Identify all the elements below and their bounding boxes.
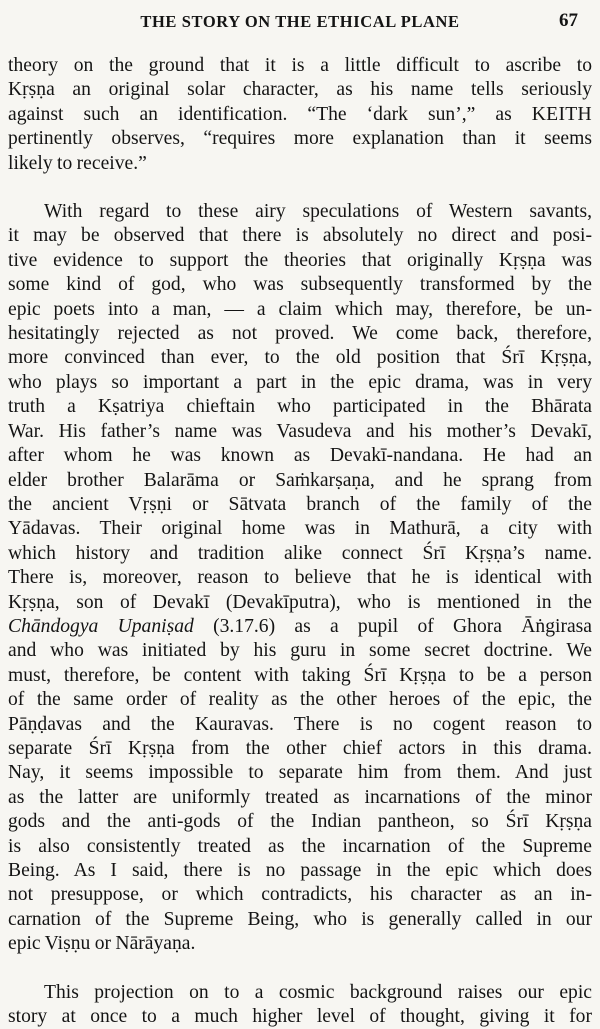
text-line: some kind of god, who was subsequently transformed by the — [8, 274, 592, 296]
text-line: more convinced than ever, to the old position that Śrī Kṛṣṇa, — [8, 347, 592, 369]
paragraph-2 — [8, 200, 592, 957]
page-header — [8, 6, 592, 40]
text-line: With regard to these airy speculations of Western savants, — [44, 201, 592, 223]
paragraph-gap — [8, 176, 592, 200]
text-line: not presuppose, or which contradicts, his character as an in- — [8, 884, 592, 906]
paragraph-3 — [8, 981, 592, 1029]
text-line: story at once to a much higher level of thought, giving it for — [8, 1006, 592, 1028]
text-line: Kṛṣṇa an original solar character, as his name tells seriously — [8, 79, 592, 101]
text-line: which history and tradition alike connect Śrī Kṛṣṇa’s name. — [8, 542, 592, 564]
body-text — [8, 54, 592, 1029]
text-line: truth a Kṣatriya chieftain who participated in the Bhārata — [8, 396, 592, 418]
text-line: the ancient Vṛṣṇi or Sātvata branch of the family of the — [8, 493, 592, 515]
text-line: Pāṇḍavas and the Kauravas. There is no cogent reason to — [8, 713, 592, 735]
text-line: War. His father’s name was Vasudeva and his mother’s Devakī, — [8, 420, 592, 442]
text-line: Yādavas. Their original home was in Mathurā, a city with — [8, 518, 592, 540]
text-line: Being. As I said, there is no passage in the epic which does — [8, 860, 592, 881]
text-line: against such an identification. “The ‘dark sun’,” as KEITH — [8, 103, 592, 125]
text-line: hesitatingly rejected as not proved. We come back, therefore, — [8, 323, 592, 345]
text-line: This projection on to a cosmic background raises our epic — [44, 981, 592, 1003]
text-line: theory on the ground that it is a little difficult to ascribe to — [8, 55, 592, 76]
text-line: who plays so important a part in the epic drama, was in very — [8, 371, 592, 393]
text-line: epic Viṣṇu or Nārāyaṇa. — [8, 933, 196, 955]
text-line: Nay, it seems impossible to separate him from them. And just — [8, 762, 592, 784]
work-title: Chāndogya Upaniṣad — [8, 615, 194, 637]
paragraph-gap — [8, 957, 592, 981]
text-line: epic poets into a man, — a claim which may, therefore, be un- — [8, 298, 592, 320]
text-line: of the same order of reality as the other heroes of the epic, the — [8, 689, 592, 711]
text-line: likely to receive.” — [8, 152, 147, 174]
text-line: after whom he was known as Devakī-nandana. He had an — [8, 445, 592, 467]
paragraph-1 — [8, 54, 592, 176]
text-line-with-work-title: Chāndogya Upaniṣad (3.17.6) as a pupil of Ghora Āṅgirasa — [8, 615, 592, 637]
text-line: and who was initiated by his guru in some secret doctrine. We — [8, 640, 592, 662]
page-number: 67 — [559, 10, 578, 31]
text-line: must, therefore, be content with taking Śrī Kṛṣṇa to be a person — [8, 664, 592, 686]
text-line: elder brother Balarāma or Saṁkarṣaṇa, and he sprang from — [8, 469, 592, 491]
text-line: Kṛṣṇa, son of Devakī (Devakīputra), who is mentioned in the — [8, 591, 592, 613]
text-line: gods and the anti-gods of the Indian pantheon, so Śrī Kṛṣṇa — [8, 811, 592, 833]
text-line: pertinently observes, “requires more explanation than it seems — [8, 128, 592, 150]
text-line: is also consistently treated as the incarnation of the Supreme — [8, 835, 592, 857]
text-line: as the latter are uniformly treated as incarnations of the minor — [8, 786, 592, 808]
text-line: tive evidence to support the theories that originally Kṛṣṇa was — [8, 249, 592, 271]
author-name: KEITH — [531, 103, 592, 125]
text-line: separate Śrī Kṛṣṇa from the other chief actors in this drama. — [8, 737, 592, 759]
text-line: it may be observed that there is absolutely no direct and posi- — [8, 225, 592, 247]
text-line: carnation of the Supreme Being, who is generally called in our — [8, 908, 592, 930]
running-head: THE STORY ON THE ETHICAL PLANE — [140, 12, 460, 31]
text-line: There is, moreover, reason to believe that he is identical with — [8, 567, 592, 589]
